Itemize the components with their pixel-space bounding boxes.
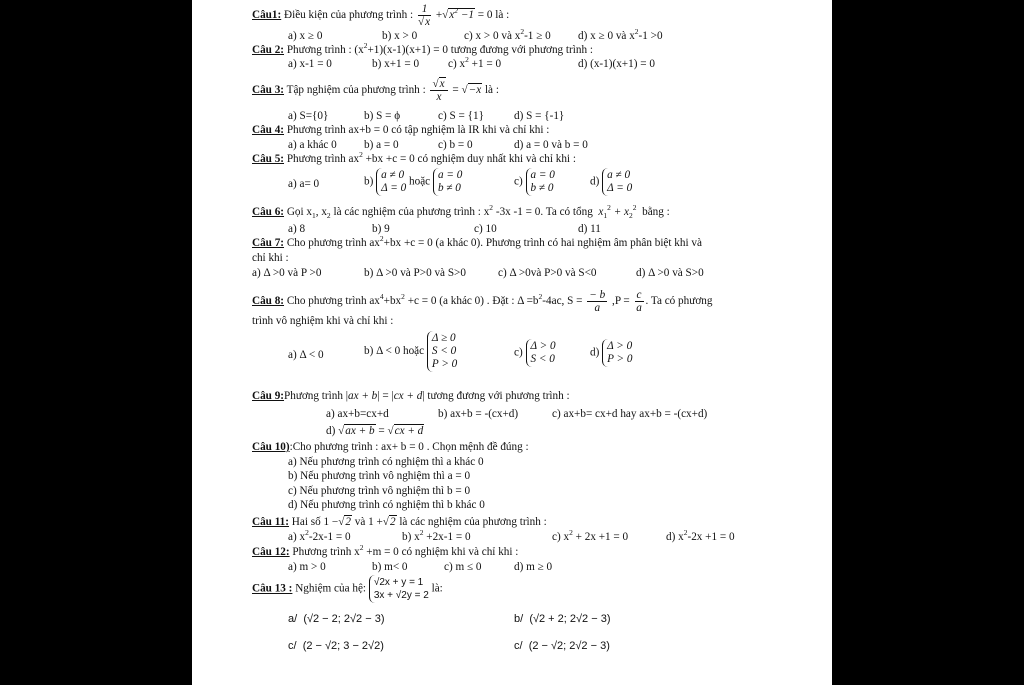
q3-label: Câu 3:	[252, 84, 285, 97]
q2-stem: Câu 2: Phương trình : $(x^2+1)(x-1)(x+1) = 0$ tương đương với phương trình :	[252, 41, 593, 56]
q9-option-c: c) ax+b= cx+d hay ax+b = -(cx+d)	[552, 408, 708, 420]
q8-option-b: b) Δ < 0 hoặc Δ ≥ 0 S < 0 P > 0	[364, 332, 458, 370]
q6-option-c: c) 10	[474, 223, 497, 235]
q7-option-c: c) Δ >0và P>0 và S<0	[498, 267, 597, 279]
q8-stem-cont: trình vô nghiệm khi và chỉ khi :	[252, 315, 394, 327]
q4-option-d: d) a = 0 và b = 0	[514, 139, 588, 151]
q12-option-a: a) m > 0	[288, 561, 326, 573]
q13-system: √2x + y = 1 3x + √2y = 2	[369, 575, 429, 603]
q10-option-c: c) Nếu phương trình vô nghiệm thì b = 0	[288, 485, 471, 497]
q1-option-c: c) x > 0 và $x^2-1 \ge 0$	[464, 27, 551, 42]
q2-label: Câu 2:	[252, 44, 285, 56]
q8-option-a: a) Δ < 0	[288, 349, 324, 361]
q5-label: Câu 5:	[252, 153, 285, 165]
q11-option-d: d) $x^2-2x +1 = 0$	[666, 528, 735, 543]
q6-stem: Câu 6: Gọi $x_1$, $x_2$ là các nghiệm của phương trình : $x^2$ -3x -1 = 0. Ta có tổng $x_1^2 + x_2^2$ bằng :	[252, 203, 670, 220]
q7-stem: Câu 7: Cho phương trình $ax^2+bx +c = 0$ (a khác 0). Phương trình có hai nghiệm âm phân biệt khi và	[252, 234, 702, 249]
q4-option-b: b) a = 0	[364, 139, 399, 151]
q8-label: Câu 8:	[252, 295, 285, 308]
q12-option-d: d) m ≥ 0	[514, 561, 553, 573]
q13-option-a: a/ (√2 − 2; 2√2 − 3)	[288, 613, 385, 625]
q10-label: Câu 10)	[252, 441, 290, 453]
q7-label: Câu 7:	[252, 237, 285, 249]
q10-option-b: b) Nếu phương trình vô nghiệm thì a = 0	[288, 470, 471, 482]
q2-option-a: a) x-1 = 0	[288, 58, 332, 70]
q7-stem-cont: chỉ khi :	[252, 252, 289, 264]
q3-option-a: a) S={0}	[288, 110, 329, 122]
q2-option-b: b) x+1 = 0	[372, 58, 420, 70]
q4-option-c: c) b = 0	[438, 139, 473, 151]
q12-option-b: b) m< 0	[372, 561, 408, 573]
q4-option-a: a) a khác 0	[288, 139, 337, 151]
q7-option-b: b) Δ >0 và P>0 và S>0	[364, 267, 466, 279]
q1-label: Câu1:	[252, 9, 282, 22]
q1-stem: Câu1: Điều kiện của phương trình : $\frac{1}{√x}$ $+√x^2 -1 = 0$ là :	[252, 3, 510, 28]
q12-option-c: c) m ≤ 0	[444, 561, 482, 573]
q13-stem: Câu 13 : Nghiệm của hệ: √2x + y = 1 3x + √2y = 2 là:	[252, 577, 443, 601]
q3-stem: Câu 3: Tập nghiệm của phương trình : $\frac{√x}{x}$ = √−x là :	[252, 78, 499, 103]
q12-stem: Câu 12: Phương trình $x^2 +m = 0$ có nghiệm khi và chỉ khi :	[252, 543, 519, 558]
q8-option-c: c) Δ > 0 S < 0	[514, 340, 556, 365]
q8-stem: Câu 8: Cho phương trình $ax^4+bx^2 +c = 0$ (a khác 0) . Đặt : $\Delta =b^2-4ac$, S = $\frac{- b}{a}$ ,P = $\frac{c}{a}$ . Ta có phương	[252, 289, 713, 314]
q6-option-a: a) 8	[288, 223, 306, 235]
q1-option-b: b) x > 0	[382, 30, 418, 42]
q6-option-b: b) 9	[372, 223, 390, 235]
q1-fraction: $\frac{1}{√x}$	[417, 3, 431, 28]
q11-option-b: b) $x^2 +2x-1 = 0$	[402, 528, 471, 543]
q3-fraction: $\frac{√x}{x}$	[430, 78, 447, 103]
q13-option-c: c/ (2 − √2; 3 − 2√2)	[288, 640, 384, 652]
q10-option-d: d) Nếu phương trình có nghiệm thì b khác 0	[288, 499, 485, 511]
q3-option-c: c) S = {1}	[438, 110, 484, 122]
document-page	[192, 0, 832, 685]
q9-option-b: b) ax+b = -(cx+d)	[438, 408, 519, 420]
q11-option-c: c) $x^2 + 2x +1 = 0$	[552, 528, 629, 543]
q9-stem: Câu 9:Phương trình |ax + b| = |cx + d| tương đương với phương trình :	[252, 390, 570, 402]
q2-option-d: d) (x-1)(x+1) = 0	[578, 58, 655, 70]
q6-option-d: d) 11	[578, 223, 601, 235]
q1-option-a: a) x ≥ 0	[288, 30, 323, 42]
q5-option-a: a) a= 0	[288, 178, 320, 190]
q11-label: Câu 11:	[252, 516, 289, 528]
q6-label: Câu 6:	[252, 206, 285, 218]
q5-option-c: c) a = 0 b ≠ 0	[514, 169, 555, 194]
q9-label: Câu 9:	[252, 390, 285, 402]
q10-option-a: a) Nếu phương trình có nghiệm thì a khác 0	[288, 456, 484, 468]
q3-option-b: b) S = ϕ	[364, 110, 401, 122]
q7-option-a: a) Δ >0 và P >0	[252, 267, 322, 279]
q11-option-a: a) $x^2-2x-1 = 0$	[288, 528, 351, 543]
q3-option-d: d) S = {-1}	[514, 110, 565, 122]
q13-option-b: b/ (√2 + 2; 2√2 − 3)	[514, 613, 611, 625]
q5-b-system-2: a = 0 b ≠ 0	[433, 168, 462, 196]
q5-b-system: a ≠ 0 Δ = 0	[376, 168, 406, 196]
q8-option-d: d) Δ > 0 P > 0	[590, 340, 633, 365]
q12-label: Câu 12:	[252, 546, 290, 558]
q1-option-d: d) x ≥ 0 và $x^2-1 >0$	[578, 27, 663, 42]
q10-stem: Câu 10):Cho phương trình : ax+ b = 0 . Chọn mệnh đề đúng :	[252, 441, 529, 453]
q13-option-d: c/ (2 − √2; 2√2 − 3)	[514, 640, 610, 652]
q13-label: Câu 13 :	[252, 582, 293, 595]
q11-stem: Câu 11: Hai số 1 −√2 và 1 +√2 là các nghiệm của phương trình :	[252, 516, 547, 528]
q7-option-d: d) Δ >0 và S>0	[636, 267, 704, 279]
q9-option-d: d) √ax + b = √cx + d	[326, 425, 424, 437]
q5-stem: Câu 5: Phương trình $ax^2 +bx +c = 0$ có nghiệm duy nhất khi và chỉ khi :	[252, 150, 576, 165]
q4-stem: Câu 4: Phương trình ax+b = 0 có tập nghiệm là IR khi và chỉ khi :	[252, 124, 550, 136]
q5-option-d: d) a ≠ 0 Δ = 0	[590, 169, 633, 194]
q2-option-c: c) $x^2 +1 = 0$	[448, 55, 502, 70]
q9-option-a: a) ax+b=cx+d	[326, 408, 389, 420]
q5-option-b: b) a ≠ 0 Δ = 0 hoặc a = 0 b ≠ 0	[364, 169, 463, 194]
q4-label: Câu 4:	[252, 124, 285, 136]
